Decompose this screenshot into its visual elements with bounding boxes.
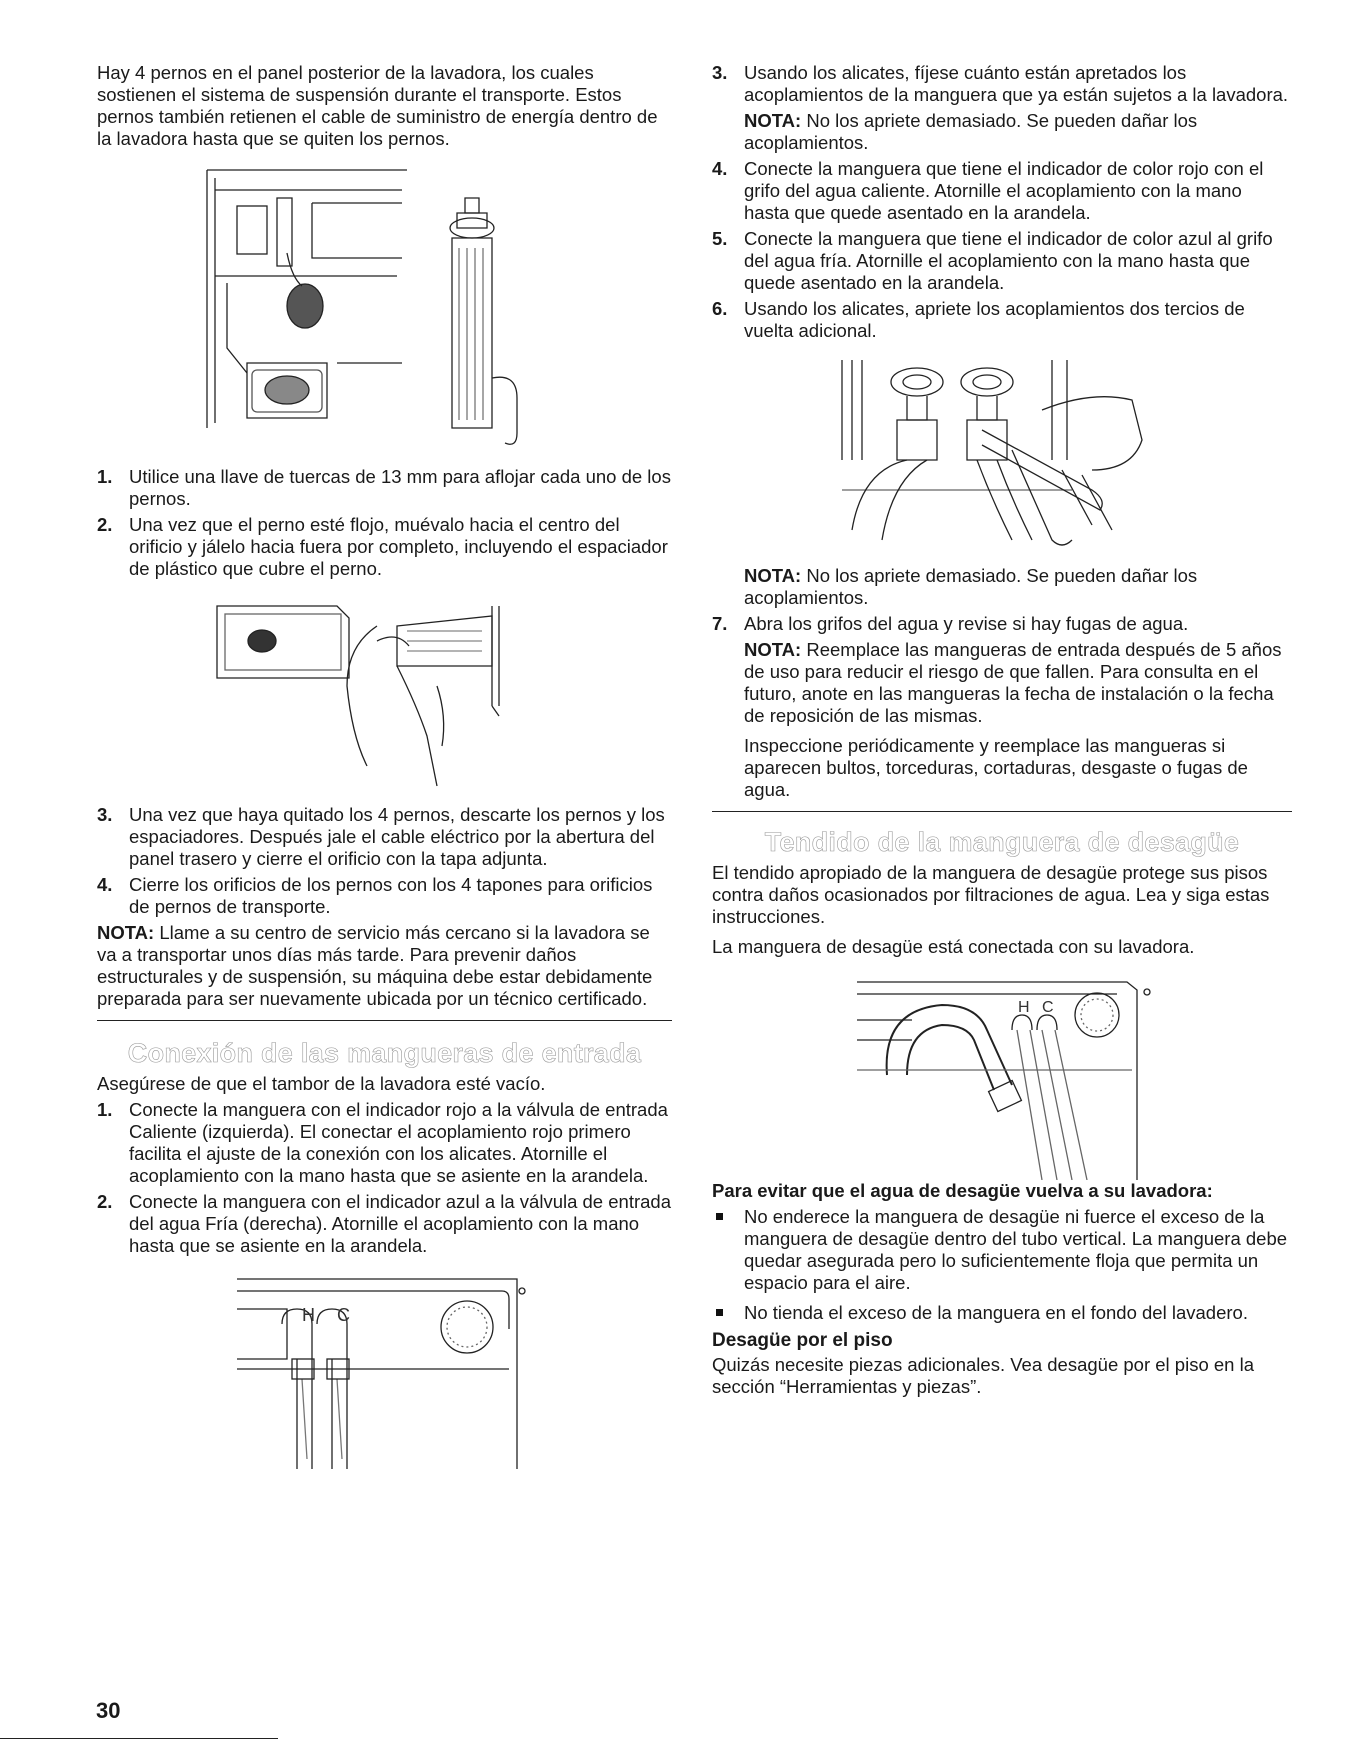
valve-c-label: C xyxy=(1042,999,1054,1016)
section-title-drain-hose: Tendido de la manguera de desagüe xyxy=(764,827,1240,857)
intro-paragraph: Hay 4 pernos en el panel posterior de la lavadora, los cuales sostienen el sistema de suspensión durante el transporte. Estos pernos también retienen el cable de suministro de energía dentro de la lavadora hasta que se quiten los pernos. xyxy=(97,62,658,149)
section-divider xyxy=(712,811,1292,812)
list-item: No enderece la manguera de desagüe ni fuerce el exceso de la manguera de desagüe dentro del tubo vertical. La manguera debe quedar asegurada pero lo suficientemente floja que permita un espacio para el aire. xyxy=(712,1206,1292,1294)
list-item: 1. Utilice una llave de tuercas de 13 mm para aflojar cada uno de los pernos. xyxy=(97,466,671,509)
note-paragraph: NOTA: Llame a su centro de servicio más cercano si la lavadora se va a transportar unos días más tarde. Para prevenir daños estructurales y de suspensión, su máquina debe estar debidamente preparada para ser nuevamente ubicada por un técnico certificado. xyxy=(97,922,653,1009)
hand-removing-bolt-illustration xyxy=(97,586,672,796)
floor-drain-paragraph: Quizás necesite piezas adicionales. Vea desagüe por el piso en la sección “Herramientas y piezas”. xyxy=(712,1354,1254,1397)
list-item: 6. Usando los alicates, apriete los acoplamientos dos tercios de vuelta adicional. xyxy=(712,298,1245,341)
section-divider xyxy=(97,1020,672,1021)
note-paragraph: NOTA: No los apriete demasiado. Se pueden dañar los acoplamientos. xyxy=(744,110,1198,153)
steps-list-b xyxy=(97,804,672,918)
page-number: 30 xyxy=(96,1698,121,1723)
left-column xyxy=(97,62,672,1469)
list-item: 5. Conecte la manguera que tiene el indicador de color azul al grifo del agua fría. Atornille el acoplamiento con la mano hasta que quede asentado en la arandela. xyxy=(712,228,1273,293)
valve-h-label: H xyxy=(1018,999,1030,1016)
note-paragraph: NOTA: No los apriete demasiado. Se pueden dañar los acoplamientos. xyxy=(744,565,1198,608)
inlet-valves-illustration xyxy=(97,1269,672,1469)
steps-list-right-b xyxy=(712,158,1292,342)
section-title-inlet-hoses: Conexión de las mangueras de entrada xyxy=(127,1038,642,1068)
bullet-icon xyxy=(716,1213,723,1220)
footer-rule xyxy=(0,1738,278,1739)
list-item: 2. Conecte la manguera con el indicador azul a la válvula de entrada del agua Fría (derecha). Atornille el acoplamiento con la mano hasta que se asiente en la arandela. xyxy=(97,1191,671,1256)
right-column xyxy=(712,62,1292,1398)
back-panel-bolt-illustration xyxy=(97,158,672,456)
list-item: 7. Abra los grifos del agua y revise si hay fugas de agua. xyxy=(712,613,1189,634)
valve-h-label: H xyxy=(302,1305,315,1325)
list-item: No tienda el exceso de la manguera en el fondo del lavadero. xyxy=(712,1302,1292,1324)
valve-c-label: C xyxy=(337,1305,350,1325)
list-item: 2. Una vez que el perno esté flojo, muévalo hacia el centro del orificio y jálelo hacia fuera por completo, incluyendo el espaciador de plástico que cubre el perno. xyxy=(97,514,668,579)
list-item: 1. Conecte la manguera con el indicador rojo a la válvula de entrada Caliente (izquierda). El conectar el acoplamiento rojo primero facilita el ajuste de la conexión con los alicates. Atornille el acoplamiento con la mano hasta que se asiente en la arandela. xyxy=(97,1099,668,1186)
bullet-icon xyxy=(716,1309,723,1316)
floor-drain-heading: Desagüe por el piso xyxy=(712,1330,893,1351)
steps-list-c xyxy=(97,1099,672,1257)
drain-warning-heading: Para evitar que el agua de desagüe vuelva a su lavadora: xyxy=(712,1180,1213,1201)
list-item: 4. Cierre los orificios de los pernos con los 4 tapones para orificios de pernos de transporte. xyxy=(97,874,653,917)
steps-list-a xyxy=(97,466,672,580)
drain-hose-illustration xyxy=(712,970,1292,1180)
section-intro: Asegúrese de que el tambor de la lavadora esté vacío. xyxy=(97,1073,546,1094)
steps-list-right-a xyxy=(712,62,1292,106)
drain-paragraph-1: El tendido apropiado de la manguera de desagüe protege sus pisos contra daños ocasionados por filtraciones de agua. Lea y siga estas instrucciones. xyxy=(712,862,1270,927)
pliers-tightening-illustration xyxy=(712,350,1292,555)
list-item: 3. Usando los alicates, fíjese cuánto están apretados los acoplamientos de la manguera que ya están sujetos a la lavadora. xyxy=(712,62,1289,105)
inspect-paragraph: Inspeccione periódicamente y reemplace las mangueras si aparecen bultos, torceduras, cortaduras, desgaste o fugas de agua. xyxy=(744,735,1248,800)
list-item: 4. Conecte la manguera que tiene el indicador de color rojo con el grifo del agua caliente. Atornille el acoplamiento con la mano hasta que quede asentado en la arandela. xyxy=(712,158,1264,223)
note-paragraph: NOTA: Reemplace las mangueras de entrada después de 5 años de uso para reducir el riesgo de que fallen. Para consulta en el futuro, anote en las mangueras la fecha de instalación o la fecha de reposición de las mismas. xyxy=(744,639,1282,726)
list-item: 3. Una vez que haya quitado los 4 pernos, descarte los pernos y los espaciadores. Después jale el cable eléctrico por la abertura del panel trasero y cierre el orificio con la tapa adjunta. xyxy=(97,804,665,869)
drain-paragraph-2: La manguera de desagüe está conectada con su lavadora. xyxy=(712,936,1195,957)
